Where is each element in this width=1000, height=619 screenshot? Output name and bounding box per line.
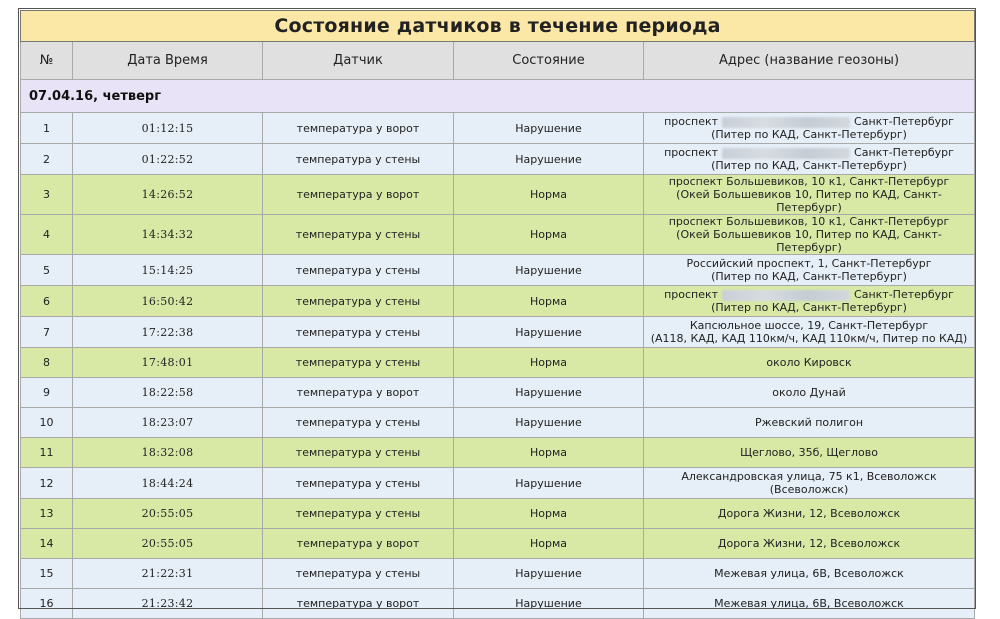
address-line: Межевая улица, 6В, Всеволожск	[714, 567, 904, 580]
table-row[interactable]	[21, 438, 975, 468]
column-header-number[interactable]: №	[21, 42, 73, 80]
table-row[interactable]	[21, 317, 975, 348]
sensor-state-table	[20, 10, 975, 619]
table-row[interactable]	[21, 144, 975, 175]
row-sensor: температура у стены	[263, 255, 454, 286]
geozone-name: (Питер по КАД, Санкт-Петербург)	[711, 159, 907, 172]
geozone-name: (Всеволожск)	[769, 483, 849, 496]
row-time: 17:48:01	[73, 348, 263, 378]
row-address	[644, 113, 975, 144]
row-sensor: температура у стены	[263, 348, 454, 378]
row-address	[644, 317, 975, 348]
row-address	[644, 378, 975, 408]
geozone-name: (Окей Большевиков 10, Питер по КАД, Санкт-Петербург)	[676, 228, 942, 254]
table-row[interactable]	[21, 468, 975, 499]
table-row[interactable]	[21, 529, 975, 559]
row-sensor: температура у стены	[263, 499, 454, 529]
address-line: Межевая улица, 6В, Всеволожск	[714, 597, 904, 610]
address-street: проспект	[664, 115, 719, 128]
row-number: 6	[21, 286, 73, 317]
address-line: Александровская улица, 75 к1, Всеволожск	[681, 470, 937, 483]
address-city: Санкт-Петербург	[854, 146, 954, 159]
row-address	[644, 286, 975, 317]
row-address	[644, 499, 975, 529]
address-city: Санкт-Петербург	[854, 115, 954, 128]
row-number: 2	[21, 144, 73, 175]
row-sensor: температура у стены	[263, 215, 454, 255]
row-number: 1	[21, 113, 73, 144]
row-sensor: температура у стены	[263, 144, 454, 175]
row-state: Норма	[454, 529, 644, 559]
row-state: Нарушение	[454, 378, 644, 408]
row-sensor: температура у ворот	[263, 113, 454, 144]
address-street: проспект	[664, 146, 719, 159]
row-number: 4	[21, 215, 73, 255]
table-row[interactable]	[21, 378, 975, 408]
row-time: 15:14:25	[73, 255, 263, 286]
row-state: Норма	[454, 438, 644, 468]
row-sensor: температура у ворот	[263, 529, 454, 559]
address-line: проспект Большевиков, 10 к1, Санкт-Петербург	[668, 175, 950, 188]
table-row[interactable]	[21, 559, 975, 589]
table-row[interactable]	[21, 499, 975, 529]
row-state: Нарушение	[454, 113, 644, 144]
row-time: 17:22:38	[73, 317, 263, 348]
report-title: Состояние датчиков в течение периода	[21, 11, 975, 42]
redacted-address-blur	[722, 148, 850, 159]
geozone-name: (А118, КАД, КАД 110км/ч, КАД 110км/ч, Питер по КАД)	[650, 332, 968, 345]
row-number: 7	[21, 317, 73, 348]
row-number: 10	[21, 408, 73, 438]
row-state: Норма	[454, 348, 644, 378]
row-number: 8	[21, 348, 73, 378]
address-line: проспект Большевиков, 10 к1, Санкт-Петербург	[668, 215, 950, 228]
row-sensor: температура у ворот	[263, 378, 454, 408]
address-line: Дорога Жизни, 12, Всеволожск	[717, 537, 901, 550]
row-state: Нарушение	[454, 144, 644, 175]
row-sensor: температура у стены	[263, 286, 454, 317]
row-sensor: температура у стены	[263, 408, 454, 438]
row-number: 13	[21, 499, 73, 529]
row-number: 9	[21, 378, 73, 408]
row-state: Норма	[454, 215, 644, 255]
row-address	[644, 529, 975, 559]
row-sensor: температура у ворот	[263, 589, 454, 619]
row-address	[644, 559, 975, 589]
row-address	[644, 215, 975, 255]
geozone-name: (Питер по КАД, Санкт-Петербург)	[711, 128, 907, 141]
column-header-state[interactable]: Состояние	[454, 42, 644, 80]
row-number: 5	[21, 255, 73, 286]
table-row[interactable]	[21, 408, 975, 438]
row-time: 21:23:42	[73, 589, 263, 619]
row-address	[644, 408, 975, 438]
table-row[interactable]	[21, 255, 975, 286]
row-state: Нарушение	[454, 408, 644, 438]
row-sensor: температура у стены	[263, 317, 454, 348]
row-time: 14:26:52	[73, 175, 263, 215]
column-header-address[interactable]: Адрес (название геозоны)	[644, 42, 975, 80]
row-time: 16:50:42	[73, 286, 263, 317]
date-group-header: 07.04.16, четверг	[21, 80, 975, 113]
redacted-address-blur	[722, 117, 850, 128]
geozone-name: (Окей Большевиков 10, Питер по КАД, Санкт-Петербург)	[676, 188, 942, 214]
row-time: 20:55:05	[73, 499, 263, 529]
row-state: Нарушение	[454, 589, 644, 619]
row-state: Нарушение	[454, 317, 644, 348]
address-city: Санкт-Петербург	[854, 288, 954, 301]
address-line: Российский проспект, 1, Санкт-Петербург	[686, 257, 932, 270]
row-sensor: температура у стены	[263, 438, 454, 468]
row-time: 18:44:24	[73, 468, 263, 499]
row-state: Норма	[454, 499, 644, 529]
row-address	[644, 255, 975, 286]
address-line	[646, 146, 972, 159]
row-address	[644, 468, 975, 499]
row-sensor: температура у стены	[263, 559, 454, 589]
row-sensor: температура у стены	[263, 468, 454, 499]
row-state: Нарушение	[454, 255, 644, 286]
table-row[interactable]	[21, 348, 975, 378]
table-row[interactable]	[21, 589, 975, 619]
table-row[interactable]	[21, 113, 975, 144]
row-time: 18:32:08	[73, 438, 263, 468]
row-state: Норма	[454, 175, 644, 215]
report-container	[20, 10, 974, 609]
row-number: 12	[21, 468, 73, 499]
row-time: 18:23:07	[73, 408, 263, 438]
table-row[interactable]	[21, 175, 975, 215]
address-line: Ржевский полигон	[754, 416, 864, 429]
table-row[interactable]	[21, 215, 975, 255]
row-time: 14:34:32	[73, 215, 263, 255]
column-header-datetime[interactable]: Дата Время	[73, 42, 263, 80]
row-time: 01:12:15	[73, 113, 263, 144]
address-line: около Кировск	[766, 356, 852, 369]
table-row[interactable]	[21, 286, 975, 317]
address-line: Капсюльное шоссе, 19, Санкт-Петербург	[689, 319, 929, 332]
geozone-name: (Питер по КАД, Санкт-Петербург)	[711, 301, 907, 314]
row-sensor: температура у ворот	[263, 175, 454, 215]
row-address	[644, 438, 975, 468]
row-address	[644, 144, 975, 175]
address-line: около Дунай	[772, 386, 846, 399]
row-number: 16	[21, 589, 73, 619]
row-time: 20:55:05	[73, 529, 263, 559]
row-time: 18:22:58	[73, 378, 263, 408]
address-line	[646, 288, 972, 301]
row-state: Нарушение	[454, 468, 644, 499]
row-number: 3	[21, 175, 73, 215]
row-state: Норма	[454, 286, 644, 317]
row-address	[644, 175, 975, 215]
redacted-address-blur	[722, 290, 850, 301]
row-time: 01:22:52	[73, 144, 263, 175]
row-number: 15	[21, 559, 73, 589]
address-line: Дорога Жизни, 12, Всеволожск	[717, 507, 901, 520]
address-street: проспект	[664, 288, 719, 301]
row-address	[644, 589, 975, 619]
row-number: 14	[21, 529, 73, 559]
row-number: 11	[21, 438, 73, 468]
column-header-sensor[interactable]: Датчик	[263, 42, 454, 80]
address-line	[646, 115, 972, 128]
row-address	[644, 348, 975, 378]
geozone-name: (Питер по КАД, Санкт-Петербург)	[711, 270, 907, 283]
address-line: Щеглово, 35б, Щеглово	[740, 446, 878, 459]
row-time: 21:22:31	[73, 559, 263, 589]
row-state: Нарушение	[454, 559, 644, 589]
